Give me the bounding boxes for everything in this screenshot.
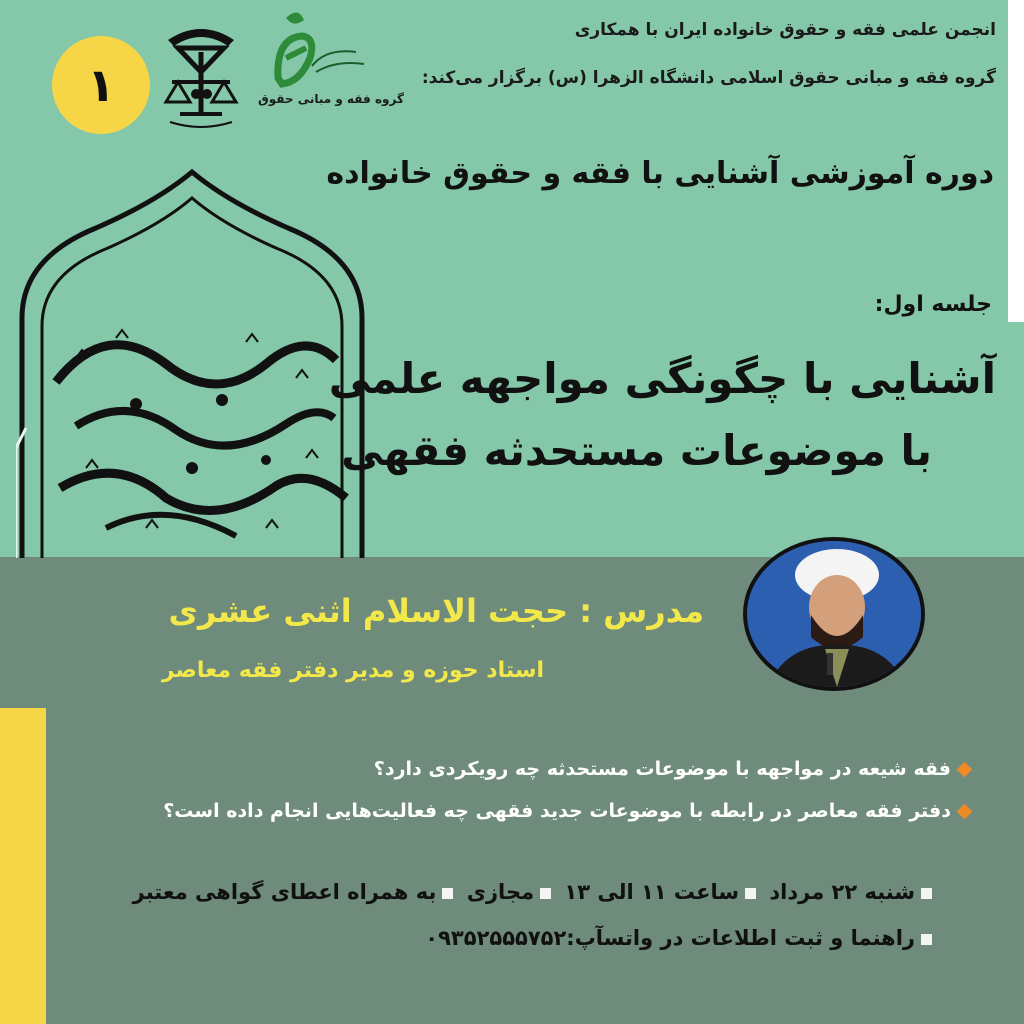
event-details — [133, 880, 938, 904]
topic-line-2: با موضوعات مستحدثه فقهی — [341, 426, 932, 475]
bullet-square-icon — [921, 934, 932, 945]
contact-text: راهنما و ثبت اطلاعات در واتسآپ:۰۹۳۵۲۵۵۵۷۵۲ — [425, 926, 915, 950]
event-mode: مجازی — [466, 880, 535, 904]
session-label: جلسه اول: — [874, 292, 992, 317]
teacher-role: استاد حوزه و مدیر دفتر فقه معاصر — [161, 658, 544, 683]
session-number-badge: ۱ — [52, 36, 150, 134]
event-day: شنبه ۲۲ مرداد — [769, 880, 915, 904]
topic-line-1: آشنایی با چگونگی مواجهه علمی — [328, 354, 996, 403]
association-logo-icon — [158, 22, 244, 132]
contact-line — [425, 926, 938, 950]
bullet-square-icon — [442, 888, 453, 899]
co-organizer-line: گروه فقه و مبانی حقوق اسلامی دانشگاه الزهرا (س) برگزار می‌کند: — [421, 68, 996, 88]
bullet-square-icon — [921, 888, 932, 899]
bullet-diamond-icon — [957, 762, 973, 778]
arch-calligraphy-graphic — [16, 168, 368, 558]
organizer-line: انجمن علمی فقه و حقوق خانواده ایران با همکاری — [574, 20, 996, 40]
logo-caption: گروه فقه و مبانی حقوق — [258, 92, 404, 106]
teacher-portrait — [743, 537, 925, 691]
question-item — [163, 800, 970, 822]
course-title: دوره آموزشی آشنایی با فقه و حقوق خانواده — [326, 156, 994, 191]
event-certificate: به همراه اعطای گواهی معتبر — [132, 880, 437, 904]
question-item — [374, 758, 970, 780]
teacher-photo-icon — [747, 541, 921, 687]
question-text: فقه شیعه در مواجهه با موضوعات مستحدثه چه رویکردی دارد؟ — [373, 758, 951, 780]
teacher-name: مدرس : حجت الاسلام اثنی عشری — [168, 592, 704, 630]
bullet-square-icon — [745, 888, 756, 899]
yellow-accent-strip — [0, 708, 46, 1024]
bullet-square-icon — [540, 888, 551, 899]
event-time: ساعت ۱۱ الی ۱۳ — [564, 880, 740, 904]
bullet-diamond-icon — [957, 804, 973, 820]
question-text: دفتر فقه معاصر در رابطه با موضوعات جدید فقهی چه فعالیت‌هایی انجام داده است؟ — [163, 800, 951, 822]
